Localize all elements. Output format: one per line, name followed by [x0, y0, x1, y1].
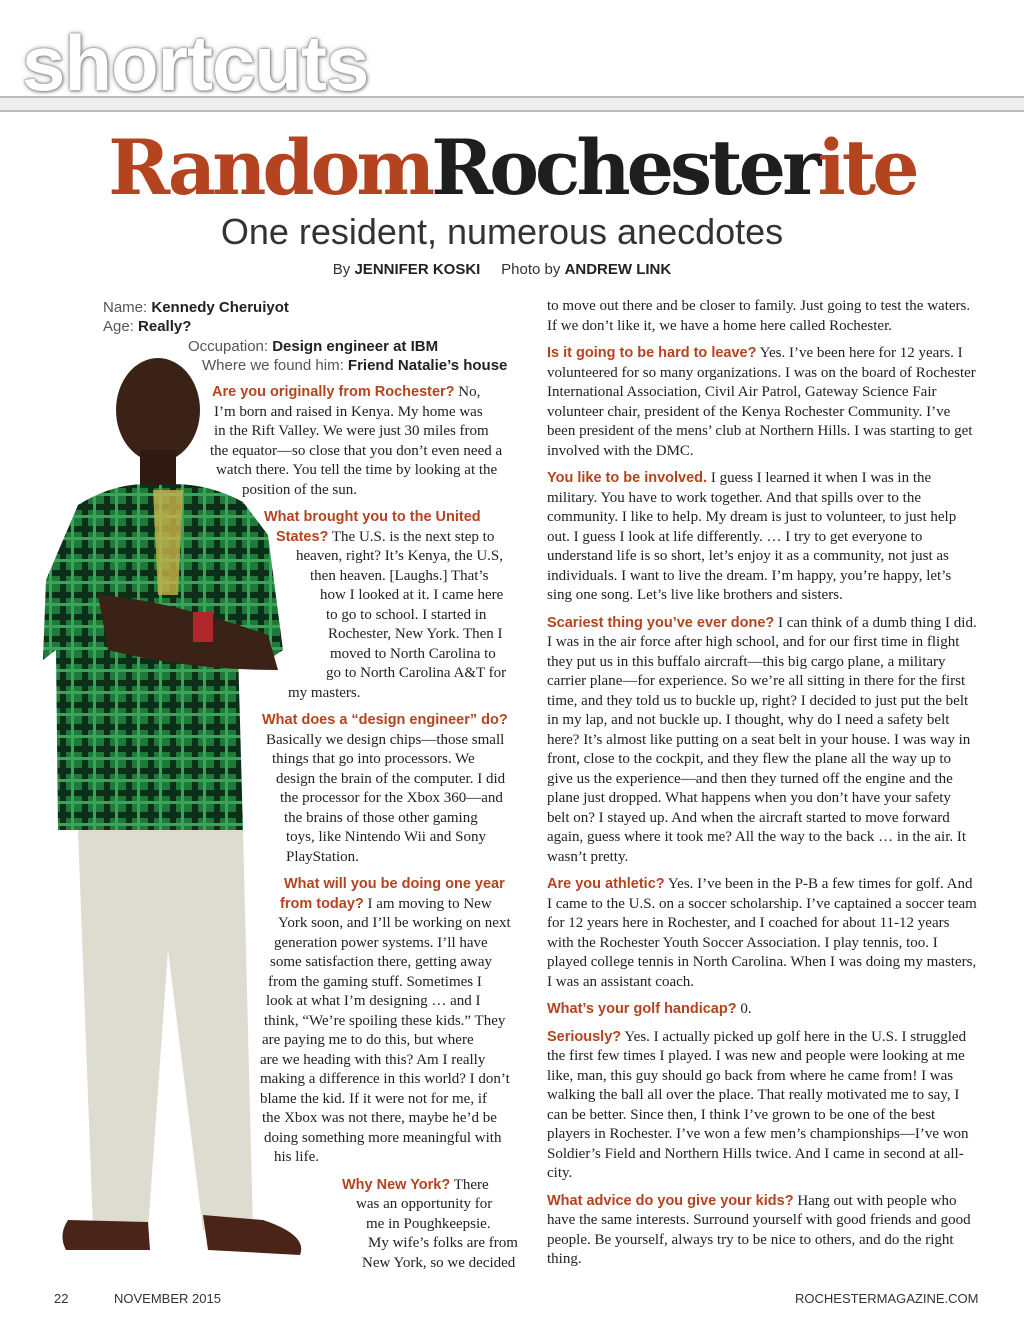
answer-line: are paying me to do this, but where — [262, 1032, 474, 1048]
answer-line: the equator—so close that you don’t even need a — [210, 442, 503, 459]
answer-line: moved to North Carolina to — [330, 645, 496, 662]
answer: Yes. I’ve been in the P-B a few times for golf. And I came to the U.S. on a soccer scholarship. I’ve captained a soccer team for 12 years here in Rochester, and I coached for about 11-12 years with the Rochester Youth Soccer Association. I play tennis, too. I played college tennis in North Carolina. When I was doing my masters, I was an assistant coach. — [547, 876, 977, 990]
answer-line: New York, so we decided — [362, 1254, 516, 1271]
answer-line: go to North Carolina A&T for — [326, 665, 507, 681]
question: Seriously? — [547, 1028, 622, 1045]
question: Why New York? — [342, 1176, 451, 1193]
profile-occupation-row — [188, 337, 438, 356]
byline-photographer: ANDREW LINK — [564, 261, 672, 278]
answer-line: The U.S. is the next step to — [328, 528, 495, 545]
answer-line: I am moving to New — [363, 895, 492, 912]
age-label: Age: — [103, 318, 134, 335]
answer-line: are we heading with this? Am I really — [260, 1051, 486, 1068]
answer: Yes. I’ve been here for 12 years. I volunteered for so many organizations. I was on the board of Rochester International Association, Civil Air Patrol, Gateway Science Fair volunteer chair, president of the Kenya Rochester Community. I’ve been president of the mens’ club at Northern Hills. I was starting to get involved with the DMC. — [547, 345, 976, 459]
answer: Yes. I actually picked up golf here in the U.S. I struggled the first few times I played. I was new and people were looking at me like, man, this guy should go back from where he came from! I was walking the ball all over the place. That really motivated me to say, I can be better. Since then, I think I’ve grown to be one of the best players in Rochester. I’ve won a few men’s championships—I’ve won Soldier’s Field and Northern Hills twice. And I came in second at all-city. — [547, 1028, 969, 1181]
answer: I guess I learned it when I was in the military. You have to work together. And that spills over to the community. I like to help. My dream is just to volunteer, to just help out. I guess I look at life differently. … I try to get everyone to understand life is so short, let’s enjoy it as a community, not just as individuals. I want to live the dream. I’m happy, you’re happy, let’s sing one song. Let’s live like brothers and sisters. — [547, 470, 957, 603]
answer-line: his life. — [274, 1149, 319, 1165]
question: Are you athletic? — [547, 876, 665, 892]
profile-age-row — [103, 317, 191, 336]
answer-line: heaven, right? It’s Kenya, the U.S, — [296, 548, 504, 564]
answer-line: how I looked at it. I came here — [320, 587, 504, 603]
question: States? — [276, 528, 329, 545]
website-link[interactable]: ROCHESTERMAGAZINE.COM — [795, 1291, 979, 1306]
qa-block — [547, 1028, 977, 1184]
answer-line: toys, like Nintendo Wii and Sony — [286, 829, 486, 845]
question: Is it going to be hard to leave? — [547, 345, 757, 361]
answer-line: Rochester, New York. Then I — [328, 626, 503, 642]
qa-block — [547, 614, 977, 868]
page-number: 22 — [54, 1291, 69, 1306]
answer-line: was an opportunity for — [356, 1196, 493, 1212]
answer-line: position of the sun. — [242, 481, 357, 498]
occupation-value: Design engineer at IBM — [272, 338, 439, 355]
answer-line: in the Rift Valley. We were just 30 miles from — [214, 423, 489, 439]
answer-line: Basically we design chips—those small — [266, 731, 505, 748]
answer-line: blame the kid. If it were not for me, if — [260, 1090, 488, 1107]
answer: I can think of a dumb thing I did. I was in the air force after high school, and for our first time in flight they put us in this buffalo aircraft—this big cargo plane, a military carrier plane—for experience. So we’re all sitting in there for the first time, and they told us to buckle up, right? I decided to just put the belt in my lap, and not buckle up. I thought, why do I need a safety belt here? It’s almost like putting on a seat belt in your house. I was way in front, close to the cockpit, and they flew the plane all the way up to give us the experience—and then they turned off the engine and the plane just dropped. What happens when you don’t have your safety belt on? I stayed up. And when the aircraft started to move forward again, guess where it took me? All the way to the back … in the air. It wasn’t pretty. — [547, 614, 977, 865]
headline-part-random: Random — [108, 123, 432, 212]
profile-name-row — [103, 298, 289, 317]
answer-line: York soon, and I’ll be working on next — [278, 915, 511, 931]
qa-block — [547, 875, 977, 992]
qa-block — [200, 1176, 530, 1274]
qa-block — [200, 508, 530, 703]
answer-line: generation power systems. I’ll have — [274, 934, 488, 951]
answer-line: No, — [454, 384, 481, 400]
question: Scariest thing you’ve ever done? — [547, 614, 775, 631]
answer-line: my masters. — [288, 684, 361, 701]
answer-line: the Xbox was not there, maybe he’d be — [262, 1110, 497, 1126]
qa-block — [547, 1192, 977, 1270]
name-value: Kennedy Cheruiyot — [151, 299, 289, 316]
question: Are you originally from Rochester? — [212, 384, 455, 400]
headline-part-rochester: Rochester — [431, 123, 818, 212]
question: What does a “design engineer” do? — [262, 712, 508, 728]
answer-line: I’m born and raised in Kenya. My home was — [214, 403, 483, 420]
found-label: Where we found him: — [202, 357, 344, 374]
headline — [10, 118, 1014, 218]
continued-paragraph: to move out there and be closer to family. Just going to test the waters. If we don’t like it, we have a home here called Rochester. — [547, 298, 971, 334]
section-label: shortcuts — [22, 19, 369, 107]
occupation-label: Occupation: — [188, 338, 269, 355]
answer-line: things that go into processors. We — [272, 751, 475, 767]
right-column — [547, 297, 977, 1278]
answer-line: then heaven. [Laughs.] That’s — [310, 567, 489, 584]
answer-line: to go to school. I started in — [326, 606, 487, 623]
left-column — [200, 383, 530, 1281]
answer-line: doing something more meaningful with — [264, 1129, 502, 1146]
byline-photo-label: Photo by — [501, 261, 561, 278]
qa-block — [200, 711, 530, 867]
headline-part-ite: ite — [817, 123, 916, 212]
answer-line: from the gaming stuff. Sometimes I — [268, 973, 482, 990]
answer-line: the processor for the Xbox 360—and — [280, 790, 503, 806]
answer: 0. — [736, 1001, 752, 1017]
byline-by-label: By — [332, 261, 351, 278]
answer-line: the brains of those other gaming — [284, 809, 478, 826]
answer-line: There — [450, 1176, 489, 1193]
age-value: Really? — [138, 318, 192, 335]
found-value: Friend Natalie’s house — [347, 357, 508, 374]
question: You like to be involved. — [547, 470, 708, 486]
issue-date: NOVEMBER 2015 — [114, 1291, 221, 1306]
answer-line: making a difference in this world? I don’t — [260, 1071, 510, 1087]
answer-line: me in Poughkeepsie. — [366, 1215, 491, 1232]
question: What brought you to the United — [264, 509, 481, 525]
byline-author: JENNIFER KOSKI — [354, 261, 481, 278]
qa-block — [212, 383, 530, 500]
answer-line: think, “We’re spoiling these kids.” They — [264, 1012, 506, 1029]
qa-block — [547, 469, 977, 606]
question: What will you be doing one year — [284, 876, 505, 892]
qa-block — [200, 875, 530, 1168]
question: What advice do you give your kids? — [547, 1192, 794, 1209]
answer-line: look at what I’m designing … and I — [266, 993, 481, 1009]
question: from today? — [280, 895, 364, 912]
byline — [0, 260, 1004, 280]
answer-line: My wife’s folks are from — [368, 1235, 518, 1251]
question: What’s your golf handicap? — [547, 1001, 737, 1017]
answer: Hang out with people who have the same interests. Surround yourself with good friends and good people. Be yourself, always try to be nice to others, and do the right thing. — [547, 1192, 971, 1267]
answer-line: some satisfaction there, getting away — [270, 954, 493, 970]
answer-line: PlayStation. — [286, 848, 359, 865]
answer-line: watch there. You tell the time by looking at the — [216, 462, 498, 478]
name-label: Name: — [103, 299, 148, 316]
deck-subtitle: One resident, numerous anecdotes — [220, 211, 784, 252]
profile-found-row — [202, 356, 507, 375]
qa-block — [547, 344, 977, 461]
qa-block — [547, 1000, 977, 1020]
answer-line: design the brain of the computer. I did — [276, 770, 506, 787]
